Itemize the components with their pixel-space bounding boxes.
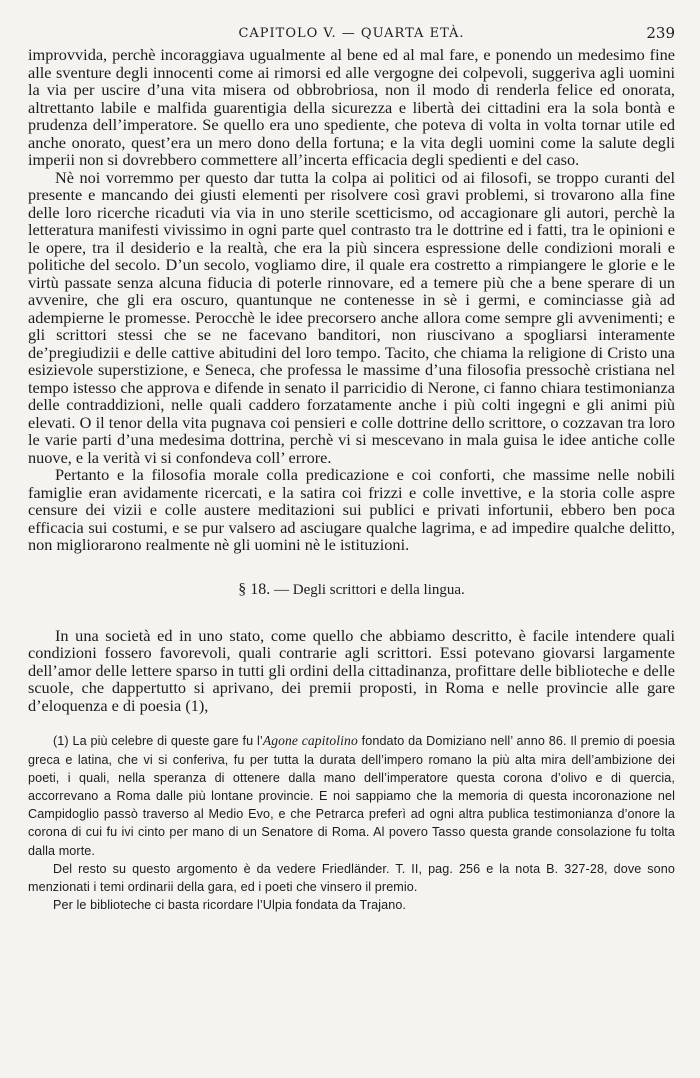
book-page xyxy=(28,24,675,915)
footnote-text: (1) La più celebre di queste gare fu l’ xyxy=(53,734,263,749)
section-dash: — xyxy=(273,581,289,598)
footnote-italic-title: Agone capitolino xyxy=(262,733,358,749)
paragraph: Nè noi vorremmo per questo dar tutta la colpa ai politici od ai filosofi, se troppo curanti del presente e mancando dei giusti elementi per risolvere così gravi problemi, si trovarono alla fine delle loro ricerche ricaduti via via in uno sterile scetticismo, od accagionare gli autori, perchè la letteratura manifesti vivissimo in ogni parte quel contrasto tra le dottrine ed i fatti, tra le opinioni e le opere, tra il desiderio e la realtà, che era la più sincera espressione delle condizioni morali e politiche del secolo. D’un secolo, vogliamo dire, il quale era costretto a rimpiangere le glorie e le virtù passate senza alcuna fiducia di poterle rinnovare, ed a temere più che a bene sperare di un avvenire, che gli era oscuro, quantunque ne contenesse in sè i germi, e cominciasse già ad adempierne le promesse. Perocchè le idee precorsero anche allora come sempre gli avvenimenti; e gli scrittori stessi che se ne facevano banditori, non riuscivano a spogliarsi interamente de’pregiudizii e delle cattive abitudini del loro tempo. Tacito, che chiama la religione di Cristo una esizievole superstizione, e Seneca, che professa le massime d’una filosofia pressochè cristiana nel tempo istesso che approva e difende in senato il parricidio di Nerone, ci fanno chiara testimonianza delle contraddizioni, nelle quali caddero forzatamente anche i più colti ingegni e gli animi più elevati. O il tenor della vita pugnava coi pensieri e colle dottrine dello scrittore, o cozzavan tra loro le varie parti d’una medesima dottrina, perchè vi si mescevano in mala guisa le idee antiche colle nuove, e la verità vi si confondeva coll’ errore. xyxy=(28,167,675,467)
running-header xyxy=(28,24,675,46)
paragraph-continued: improvvida, perchè incoraggiava ugualmente al bene ed al mal fare, e ponendo un medesimo fine alle sventure degli innocenti come ai rimorsi ed alle vergogne dei colpevoli, suggeriva agli uomini la via per uscire d’una vita misera od obbrobriosa, non il modo di renderla felice ed onorata, altrettanto labile e malfida guarentigia della sicurezza e libertà dei cittadini era la sola bontà e prudenza dell’imperatore. Se quello era uno spediente, che poteva di volta in volta tornar utile ed anche onorato, quest’era un mero dono della fortuna; e la vita degli uomini come la salute degli imperii non si dovrebbero commettere all’incerta efficacia degli spedienti e del caso. xyxy=(28,45,675,169)
running-title: CAPITOLO V. — QUARTA ETÀ. xyxy=(238,26,465,41)
section-number: § 18. xyxy=(238,580,271,598)
footnote-continuation: Per le biblioteche ci basta ricordare l’Ulpia fondata da Trajano. xyxy=(53,898,407,913)
footnotes xyxy=(28,732,675,914)
footnote-continuation: Del resto su questo argomento è da vedere Friedländer. T. II, pag. 256 e la nota B. 327-28, dove sono menzionati i temi ordinarii della gara, ed i poeti che vinsero il premio. xyxy=(28,861,675,895)
section-heading xyxy=(28,581,675,599)
section-text xyxy=(28,627,675,715)
footnote-1 xyxy=(28,732,675,859)
section-title: Degli scrittori e della lingua. xyxy=(292,581,465,598)
paragraph: Pertanto e la filosofia morale colla predicazione e coi conforti, che massime nelle nobili famiglie eran avidamente ricercati, e la satira coi frizzi e colle invettive, e la storia colle aspre censure dei vizii e colle austere meditazioni sui publici e privati infortunii, ebbero ben poca efficacia sui costumi, e se pur valsero ad asciugare qualche lagrima, e ad impedire qualche delitto, non migliorarono realmente nè gli uomini nè le istituzioni. xyxy=(28,465,675,554)
footnote-text: fondato da Domiziano nell’ anno 86. Il premio di poesia greca e latina, che vi si conferiva, fu per tutta la durata dell’impero romano la più alta mira dell’ambizione dei poeti, i quali, nella speranza di ottenere dalla mano dell’imperatore questa corona d’olivo e di quercia, accorrevano a Roma dalle più lontane provincie. E noi sappiamo che la memoria di questa incoronazione nel Campidoglio passò traverso al Medio Evo, e che Petrarca preferì ad ogni altra publica testimonianza d’onore la corona di cui fu ivi cinto per mano di un Senatore di Roma. Al povero Tasso questa grande consolazione fu tolta dalla morte. xyxy=(28,734,675,858)
main-text xyxy=(28,46,675,554)
page-number: 239 xyxy=(646,24,675,42)
paragraph: In una società ed in uno stato, come quello che abbiamo descritto, è facile intendere quali condizioni fossero favorevoli, quali contrarie agli scrittori. Essi potevano giovarsi largamente dell’amor delle lettere sparso in tutti gli ordini della cittadinanza, profittare delle biblioteche e delle scuole, che dappertutto si aprivano, dei premii proposti, in Roma e nelle provincie alle gare d’eloquenza e di poesia (1), xyxy=(28,625,675,715)
